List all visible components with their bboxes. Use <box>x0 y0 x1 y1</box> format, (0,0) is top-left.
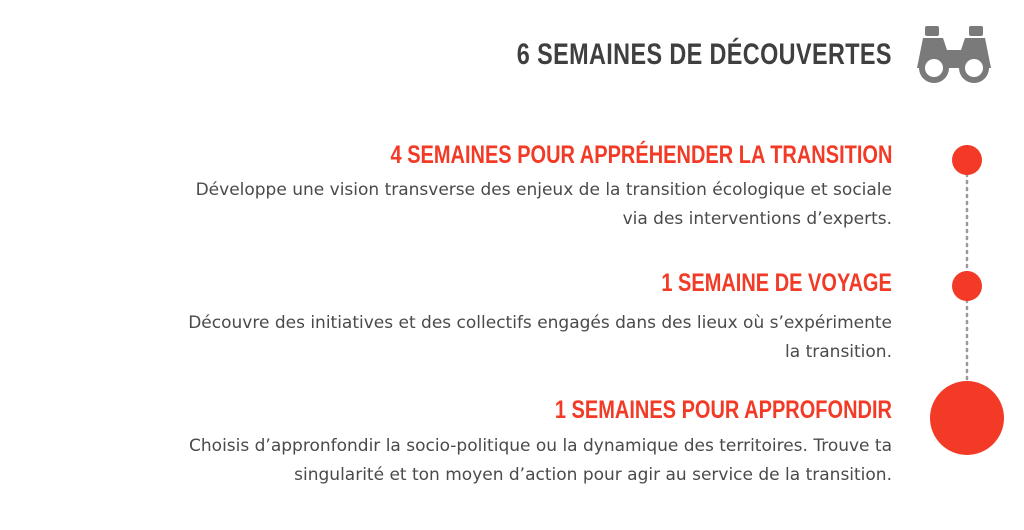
section-text-line-1: Choisis d’appronfondir la socio-politique ou la dynamique des territoires. Trouve ta <box>189 436 892 456</box>
section-transition <box>196 140 892 234</box>
section-text-line-1: Découvre des initiatives et des collectifs engagés dans des lieux où s’expérimente <box>188 313 892 333</box>
section-text-line-2: singularité et ton moyen d’action pour agir au service de la transition. <box>294 465 892 485</box>
binoculars-icon <box>917 24 991 86</box>
section-heading: 1 SEMAINE DE VOYAGE <box>661 269 892 297</box>
section-text-line-1: Développe une vision transverse des enjeux de la transition écologique et sociale <box>195 180 892 200</box>
timeline <box>930 140 1004 460</box>
section-approfondir <box>189 395 892 490</box>
timeline-dot-3 <box>930 381 1004 455</box>
page-title-row <box>411 38 892 72</box>
section-voyage <box>188 268 892 367</box>
section-heading: 4 SEMAINES POUR APPRÉHENDER LA TRANSITION <box>390 141 892 169</box>
section-text-line-2: via des interventions d’experts. <box>622 209 892 229</box>
section-text-line-2: la transition. <box>785 342 892 362</box>
section-heading: 1 SEMAINES POUR APPROFONDIR <box>554 396 892 424</box>
timeline-dot-1 <box>952 145 982 175</box>
page-title: 6 SEMAINES DE DÉCOUVERTES <box>516 38 892 71</box>
timeline-dot-2 <box>952 271 982 301</box>
